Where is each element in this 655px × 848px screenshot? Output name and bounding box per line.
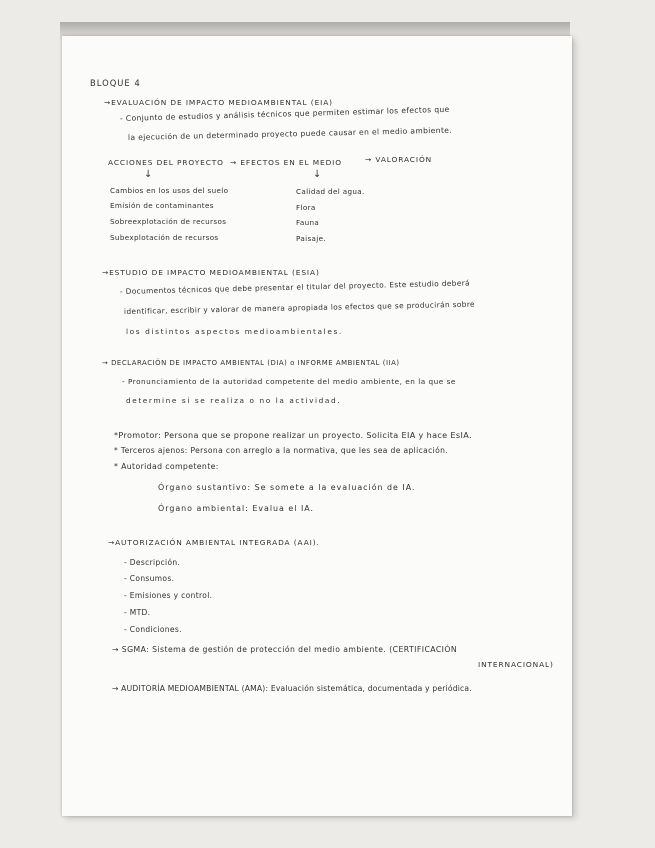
aai-item-3: - Emisiones y control. bbox=[124, 591, 213, 600]
efectos-item-3: Fauna bbox=[296, 218, 320, 227]
block-title: BLOQUE 4 bbox=[90, 78, 141, 88]
esia-line-1: - Documentos técnicos que debe presentar el titular del proyecto. Este estudio deberá bbox=[119, 278, 471, 296]
aai-heading: →AUTORIZACIÓN AMBIENTAL INTEGRADA (AAI). bbox=[108, 538, 320, 547]
flow-valoracion: → VALORACIÓN bbox=[365, 155, 433, 164]
auditoria-line: → AUDITORÍA MEDIOAMBIENTAL (AMA): Evaluación sistemática, documentada y periódica. bbox=[112, 684, 472, 693]
organo-ambiental-line: Órgano ambiental: Evalua el IA. bbox=[158, 504, 315, 513]
aai-item-2: - Consumos. bbox=[124, 574, 175, 583]
acciones-item-4: Subexplotación de recursos bbox=[110, 233, 219, 242]
flow-efectos: → EFECTOS EN EL MEDIO bbox=[230, 158, 342, 167]
efectos-item-1: Calidad del agua. bbox=[296, 187, 365, 196]
down-arrow-efectos: ↓ bbox=[313, 169, 322, 180]
acciones-item-3: Sobreexplotación de recursos bbox=[110, 217, 227, 226]
dia-line-1: - Pronunciamiento de la autoridad competente del medio ambiente, en la que se bbox=[122, 377, 456, 386]
esia-line-2: identificar, escribir y valorar de manera apropiada los efectos que se producirán sobre bbox=[123, 299, 475, 316]
autoridad-line: * Autoridad competente: bbox=[114, 462, 219, 471]
flow-acciones: ACCIONES DEL PROYECTO bbox=[108, 158, 224, 167]
down-arrow-acciones: ↓ bbox=[144, 169, 153, 180]
sgma-line-2: INTERNACIONAL) bbox=[478, 660, 554, 669]
acciones-item-1: Cambios en los usos del suelo bbox=[110, 186, 229, 195]
aai-item-4: - MTD. bbox=[124, 608, 151, 617]
eia-definition-line-2: la ejecución de un determinado proyecto puede causar en el medio ambiente. bbox=[127, 125, 453, 142]
acciones-item-2: Emisión de contaminantes bbox=[110, 201, 214, 210]
esia-heading: →ESTUDIO DE IMPACTO MEDIOAMBIENTAL (ESIA) bbox=[102, 268, 320, 277]
aai-item-1: - Descripción. bbox=[124, 558, 181, 567]
eia-definition-line-1: - Conjunto de estudios y análisis técnicos que permiten estimar los efectos que bbox=[119, 104, 450, 123]
aai-item-5: - Condiciones. bbox=[124, 625, 182, 634]
esia-line-3: los distintos aspectos medioambientales. bbox=[126, 327, 343, 336]
efectos-item-2: Flora bbox=[296, 203, 316, 212]
eia-heading: →EVALUACIÓN DE IMPACTO MEDIOAMBIENTAL (EIA) bbox=[104, 98, 333, 107]
handwritten-notes-page bbox=[62, 36, 572, 816]
dia-line-2: determine si se realiza o no la actividad. bbox=[126, 396, 342, 405]
efectos-item-4: Paisaje. bbox=[296, 234, 327, 243]
dia-heading: → DECLARACIÓN DE IMPACTO AMBIENTAL (DIA) o INFORME AMBIENTAL (IIA) bbox=[102, 359, 400, 367]
promotor-line: *Promotor: Persona que se propone realizar un proyecto. Solicita EIA y hace EsIA. bbox=[114, 430, 472, 440]
sgma-line-1: → SGMA: Sistema de gestión de protección del medio ambiente. (CERTIFICACIÓN bbox=[112, 645, 458, 654]
terceros-line: * Terceros ajenos: Persona con arreglo a la normativa, que les sea de aplicación. bbox=[114, 446, 449, 455]
organo-sustantivo-line: Órgano sustantivo: Se somete a la evaluación de IA. bbox=[158, 483, 416, 492]
